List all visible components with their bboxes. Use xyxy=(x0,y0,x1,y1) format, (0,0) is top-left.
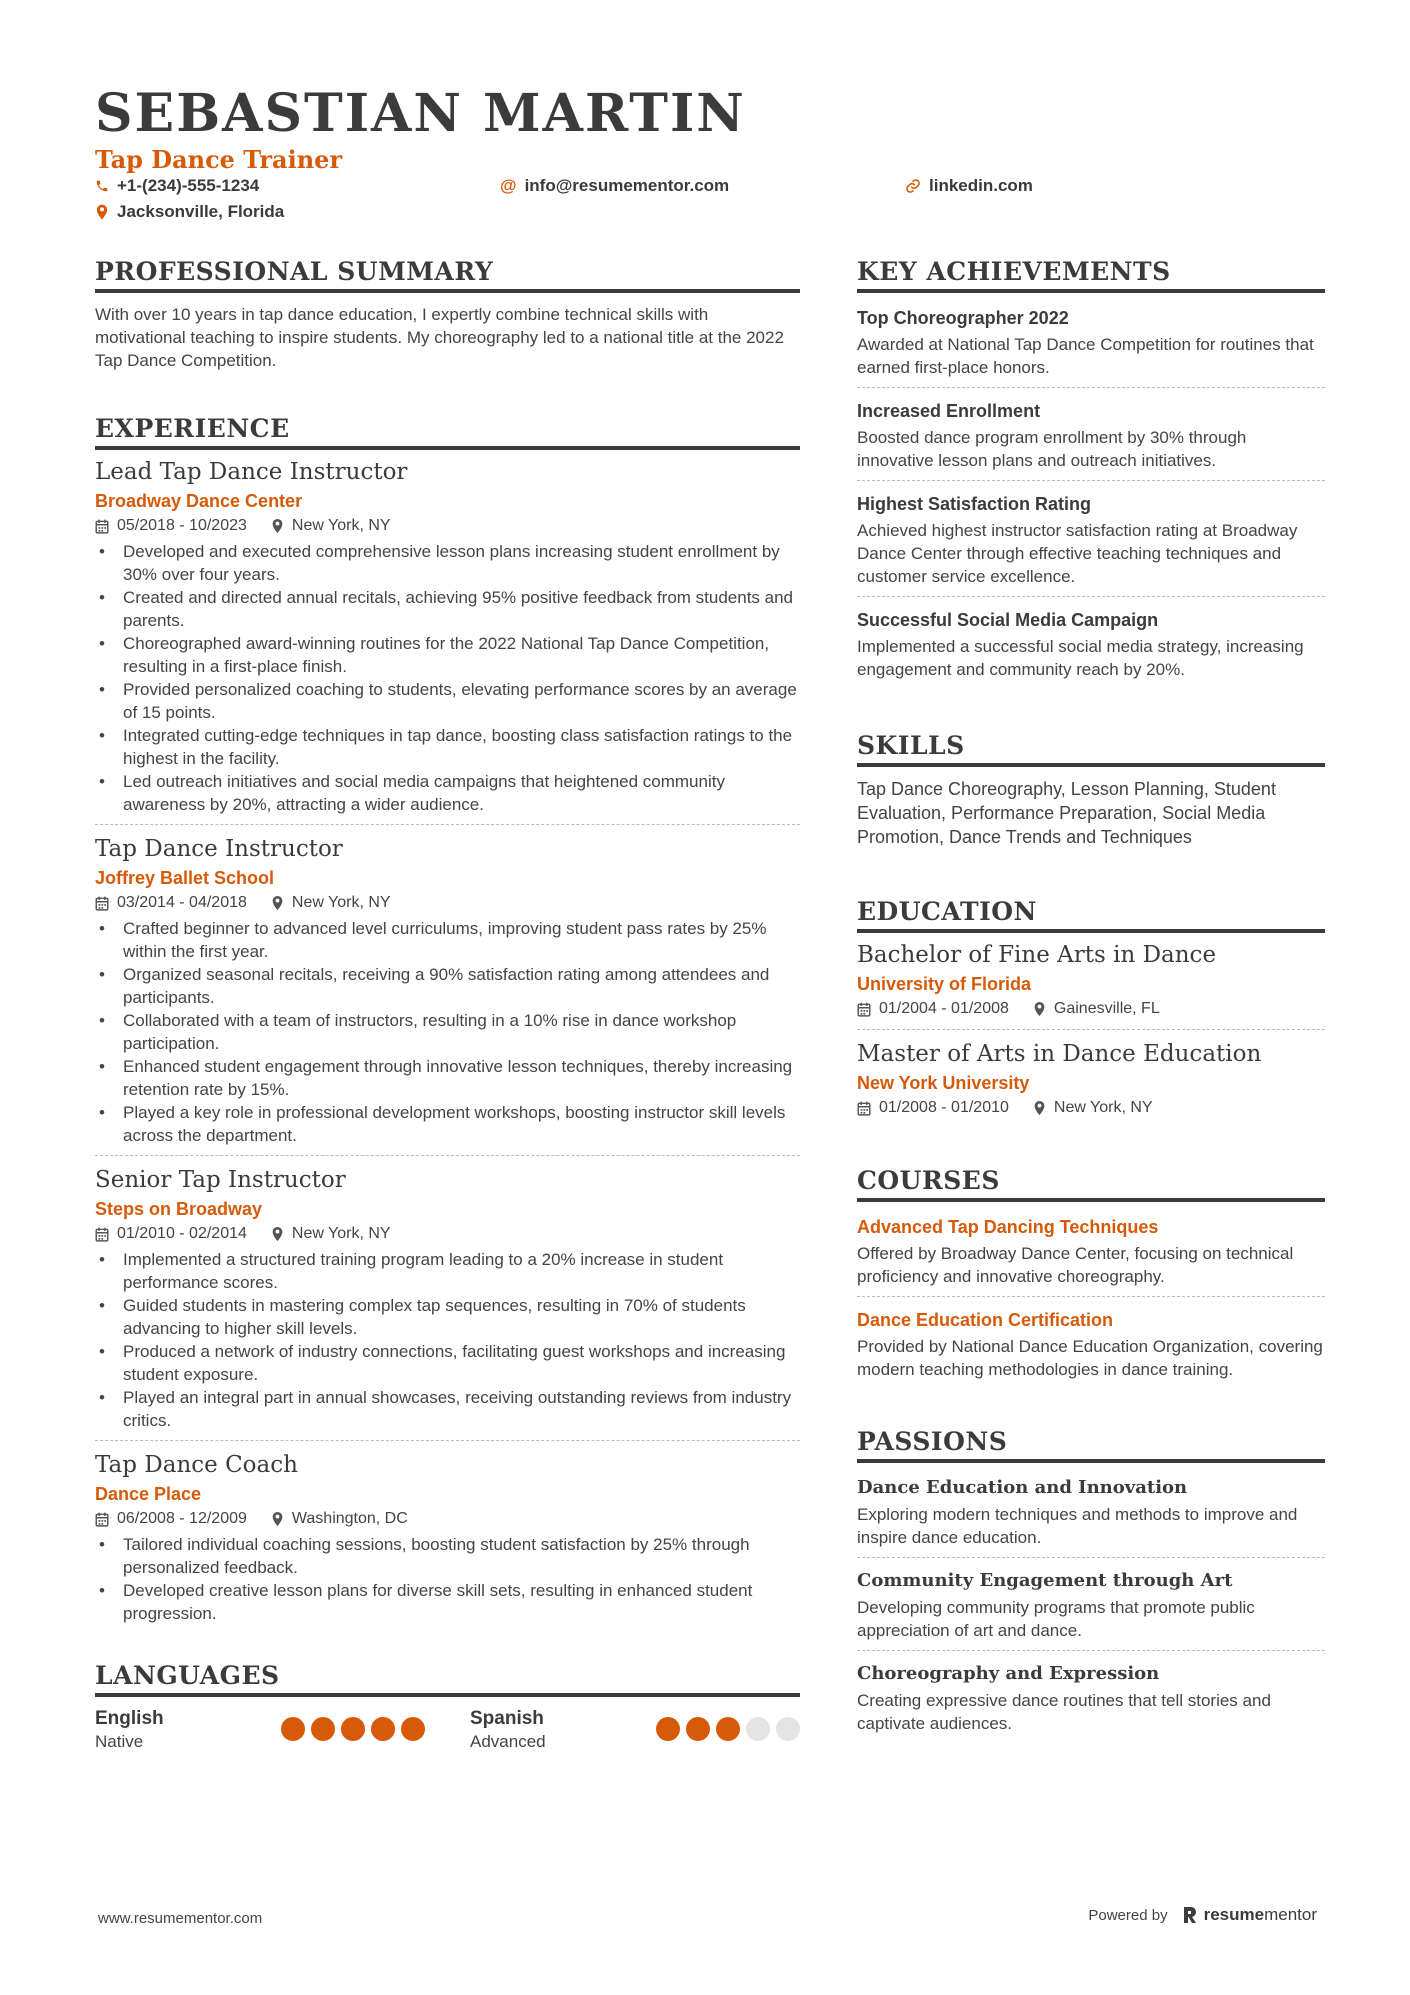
location-text: New York, NY xyxy=(291,894,391,911)
date-range xyxy=(857,997,1009,1021)
achievement-title: Top Choreographer 2022 xyxy=(857,308,1069,328)
passion-item xyxy=(857,1557,1325,1650)
job-bullets xyxy=(95,917,800,1147)
location xyxy=(1033,1096,1153,1120)
job-title: Tap Dance Instructor xyxy=(95,836,343,862)
education-list xyxy=(857,939,1325,1128)
calendar-icon xyxy=(857,1101,871,1116)
candidate-name: SEBASTIAN MARTIN xyxy=(95,83,746,144)
language-item xyxy=(95,1707,425,1753)
location-text: New York, NY xyxy=(1053,1099,1153,1116)
achievement-desc: Awarded at National Tap Dance Competition for routines that earned first-place honors. xyxy=(857,335,1314,377)
location-text: Washington, DC xyxy=(291,1510,408,1527)
company-name: Dance Place xyxy=(95,1484,202,1504)
date-range xyxy=(857,1096,1009,1120)
course-desc: Provided by National Dance Education Organization, covering modern teaching methodologies in dance training. xyxy=(857,1337,1323,1379)
language-rating xyxy=(281,1717,425,1741)
course-item xyxy=(857,1296,1325,1389)
calendar-icon xyxy=(95,1512,109,1527)
job-title: Senior Tap Instructor xyxy=(95,1167,346,1193)
email-text[interactable]: info@resumementor.com xyxy=(524,176,730,195)
rating-dot xyxy=(401,1717,425,1741)
summary-heading: PROFESSIONAL SUMMARY xyxy=(95,255,800,293)
language-list xyxy=(95,1707,800,1753)
job-entry xyxy=(95,456,800,824)
language-rating xyxy=(656,1717,800,1741)
job-bullet: • Led outreach initiatives and social media campaigns that heightened community awareness by 20%, attracting a wider audience. xyxy=(95,770,800,816)
email-contact xyxy=(500,176,729,196)
calendar-icon xyxy=(95,1227,109,1242)
company-name: Steps on Broadway xyxy=(95,1199,263,1219)
footer-powered xyxy=(1088,1905,1317,1925)
achievement-desc: Boosted dance program enrollment by 30% through innovative lesson plans and outreach initiatives. xyxy=(857,428,1247,470)
passion-item xyxy=(857,1473,1325,1557)
course-title: Advanced Tap Dancing Techniques xyxy=(857,1217,1159,1237)
degree-title: Master of Arts in Dance Education xyxy=(857,1041,1262,1067)
contact-row-1 xyxy=(95,176,1335,202)
location-contact xyxy=(95,202,284,222)
meta-row xyxy=(95,514,800,538)
at-icon: @ xyxy=(500,176,517,195)
course-item xyxy=(857,1212,1325,1296)
rating-dot xyxy=(281,1717,305,1741)
calendar-icon xyxy=(857,1002,871,1017)
education-item xyxy=(857,939,1325,1029)
brand-light: mentor xyxy=(1264,1905,1317,1924)
job-bullet: • Choreographed award-winning routines for the 2022 National Tap Dance Competition, resulting in a first-place finish. xyxy=(95,632,800,678)
left-column xyxy=(95,255,800,1753)
course-title: Dance Education Certification xyxy=(857,1310,1114,1330)
job-bullet: • Implemented a structured training program leading to a 20% increase in student performance scores. xyxy=(95,1248,800,1294)
location-pin-icon xyxy=(95,204,109,220)
achievement-desc: Achieved highest instructor satisfaction rating at Broadway Dance Center through effective teaching techniques and customer service excellence. xyxy=(857,521,1298,586)
courses-heading: COURSES xyxy=(857,1164,1325,1202)
rating-dot xyxy=(686,1717,710,1741)
date-text: 06/2008 - 12/2009 xyxy=(117,1510,247,1527)
meta-row xyxy=(857,1096,1325,1120)
job-entry xyxy=(95,824,800,1155)
date-range xyxy=(95,1222,247,1246)
job-bullet: • Tailored individual coaching sessions, boosting student satisfaction by 25% through personalized feedback. xyxy=(95,1533,800,1579)
achievements-section xyxy=(857,255,1325,689)
link-icon xyxy=(905,178,921,194)
location-pin-icon xyxy=(1033,1001,1046,1017)
resume-header xyxy=(95,84,1335,228)
location-text: Gainesville, FL xyxy=(1053,1000,1160,1017)
achievement-item xyxy=(857,387,1325,480)
date-range xyxy=(95,514,247,538)
job-bullet: • Produced a network of industry connections, facilitating guest workshops and increasing student exposure. xyxy=(95,1340,800,1386)
achievement-title: Increased Enrollment xyxy=(857,401,1041,421)
summary-text: With over 10 years in tap dance education, I expertly combine technical skills with motivational teaching to inspire students. My choreography led to a national title at the 2022 Tap Dance Competition. xyxy=(95,305,784,370)
company-name: Broadway Dance Center xyxy=(95,491,303,511)
school-name: University of Florida xyxy=(857,974,1032,994)
date-range xyxy=(95,891,247,915)
resumementor-logo-icon xyxy=(1182,1905,1198,1925)
brand-logo[interactable] xyxy=(1182,1905,1317,1925)
job-bullet: • Guided students in mastering complex tap sequences, resulting in 70% of students advancing to higher skill levels. xyxy=(95,1294,800,1340)
job-title: Tap Dance Coach xyxy=(95,1452,298,1478)
brand-bold: resume xyxy=(1203,1905,1265,1924)
achievement-title: Successful Social Media Campaign xyxy=(857,610,1159,630)
achievements-heading: KEY ACHIEVEMENTS xyxy=(857,255,1325,293)
skills-heading: SKILLS xyxy=(857,729,1325,767)
skills-section xyxy=(857,729,1325,849)
phone-text[interactable]: +1-(234)-555-1234 xyxy=(117,176,260,195)
experience-heading: EXPERIENCE xyxy=(95,412,800,450)
passion-title: Dance Education and Innovation xyxy=(857,1477,1188,1498)
achievement-item xyxy=(857,480,1325,596)
meta-row xyxy=(857,997,1325,1021)
location-pin-icon xyxy=(271,1511,284,1527)
course-list xyxy=(857,1212,1325,1389)
school-name: New York University xyxy=(857,1073,1030,1093)
meta-row xyxy=(95,1507,800,1531)
location xyxy=(271,514,391,538)
job-list xyxy=(95,456,800,1633)
rating-dot xyxy=(371,1717,395,1741)
location-pin-icon xyxy=(271,895,284,911)
date-text: 03/2014 - 04/2018 xyxy=(117,894,247,911)
location-text: New York, NY xyxy=(291,1225,391,1242)
passions-section xyxy=(857,1425,1325,1743)
linkedin-text[interactable]: linkedin.com xyxy=(929,176,1033,195)
job-bullet: • Organized seasonal recitals, receiving a 90% satisfaction rating among attendees and participants. xyxy=(95,963,800,1009)
job-bullet: • Played an integral part in annual showcases, receiving outstanding reviews from industry critics. xyxy=(95,1386,800,1432)
passion-desc: Creating expressive dance routines that tell stories and captivate audiences. xyxy=(857,1691,1271,1733)
location-text: Jacksonville, Florida xyxy=(117,202,285,221)
passion-list xyxy=(857,1473,1325,1743)
location-pin-icon xyxy=(271,518,284,534)
degree-title: Bachelor of Fine Arts in Dance xyxy=(857,942,1217,968)
language-level: Advanced xyxy=(470,1732,546,1751)
course-desc: Offered by Broadway Dance Center, focusing on technical proficiency and innovative choreography. xyxy=(857,1244,1294,1286)
date-text: 01/2010 - 02/2014 xyxy=(117,1225,247,1242)
job-bullet: • Integrated cutting-edge techniques in tap dance, boosting class satisfaction ratings to the highest in the facility. xyxy=(95,724,800,770)
achievement-list xyxy=(857,303,1325,689)
summary-section xyxy=(95,255,800,372)
phone-contact xyxy=(95,176,259,196)
candidate-title: Tap Dance Trainer xyxy=(95,145,343,174)
location xyxy=(1033,997,1160,1021)
rating-dot xyxy=(311,1717,335,1741)
location xyxy=(271,891,391,915)
date-range xyxy=(95,1507,247,1531)
date-text: 01/2004 - 01/2008 xyxy=(879,1000,1009,1017)
rating-dot xyxy=(716,1717,740,1741)
date-text: 01/2008 - 01/2010 xyxy=(879,1099,1009,1116)
achievement-item xyxy=(857,303,1325,387)
location-pin-icon xyxy=(1033,1100,1046,1116)
job-bullet: • Crafted beginner to advanced level curriculums, improving student pass rates by 25% within the first year. xyxy=(95,917,800,963)
experience-section xyxy=(95,412,800,1633)
job-bullet: • Collaborated with a team of instructors, resulting in a 10% rise in dance workshop participation. xyxy=(95,1009,800,1055)
passion-desc: Exploring modern techniques and methods to improve and inspire dance education. xyxy=(857,1505,1298,1547)
passions-heading: PASSIONS xyxy=(857,1425,1325,1463)
job-bullet: • Developed creative lesson plans for diverse skill sets, resulting in enhanced student progression. xyxy=(95,1579,800,1625)
languages-section xyxy=(95,1659,800,1753)
job-bullet: • Created and directed annual recitals, achieving 95% positive feedback from students and parents. xyxy=(95,586,800,632)
job-bullet: • Enhanced student engagement through innovative lesson techniques, thereby increasing retention rate by 15%. xyxy=(95,1055,800,1101)
rating-dot xyxy=(341,1717,365,1741)
calendar-icon xyxy=(95,896,109,911)
date-text: 05/2018 - 10/2023 xyxy=(117,517,247,534)
company-name: Joffrey Ballet School xyxy=(95,868,275,888)
meta-row xyxy=(95,1222,800,1246)
languages-heading: LANGUAGES xyxy=(95,1659,800,1697)
right-column xyxy=(857,255,1325,1743)
education-item xyxy=(857,1029,1325,1128)
language-level: Native xyxy=(95,1732,144,1751)
calendar-icon xyxy=(95,519,109,534)
meta-row xyxy=(95,891,800,915)
location xyxy=(271,1507,408,1531)
location-text: New York, NY xyxy=(291,517,391,534)
contact-row-2 xyxy=(95,202,1335,228)
job-bullet: • Provided personalized coaching to students, elevating performance scores by an average of 15 points. xyxy=(95,678,800,724)
passion-title: Choreography and Expression xyxy=(857,1663,1160,1684)
education-section xyxy=(857,895,1325,1128)
achievement-item xyxy=(857,596,1325,689)
rating-dot xyxy=(656,1717,680,1741)
rating-dot xyxy=(776,1717,800,1741)
passion-item xyxy=(857,1650,1325,1743)
powered-by-text: Powered by xyxy=(1088,1906,1168,1924)
location-pin-icon xyxy=(271,1226,284,1242)
education-heading: EDUCATION xyxy=(857,895,1325,933)
language-name: Spanish xyxy=(470,1708,544,1729)
job-bullets xyxy=(95,1248,800,1432)
rating-dot xyxy=(746,1717,770,1741)
location xyxy=(271,1222,391,1246)
passion-title: Community Engagement through Art xyxy=(857,1570,1233,1591)
skills-text: Tap Dance Choreography, Lesson Planning, Student Evaluation, Performance Preparation, Social Media Promotion, Dance Trends and Techniques xyxy=(857,779,1276,847)
job-bullets xyxy=(95,540,800,816)
phone-icon xyxy=(95,179,109,193)
job-entry xyxy=(95,1155,800,1440)
language-item xyxy=(470,1707,800,1753)
job-title: Lead Tap Dance Instructor xyxy=(95,459,408,485)
passion-desc: Developing community programs that promote public appreciation of art and dance. xyxy=(857,1598,1255,1640)
achievement-title: Highest Satisfaction Rating xyxy=(857,494,1092,514)
linkedin-contact xyxy=(905,176,1033,196)
footer-website[interactable]: www.resumementor.com xyxy=(98,1910,263,1927)
language-name: English xyxy=(95,1708,164,1729)
job-entry xyxy=(95,1440,800,1633)
job-bullet: • Played a key role in professional development workshops, boosting instructor skill levels across the department. xyxy=(95,1101,800,1147)
courses-section xyxy=(857,1164,1325,1389)
job-bullet: • Developed and executed comprehensive lesson plans increasing student enrollment by 30% over four years. xyxy=(95,540,800,586)
achievement-desc: Implemented a successful social media strategy, increasing engagement and community reach by 20%. xyxy=(857,637,1304,679)
job-bullets xyxy=(95,1533,800,1625)
